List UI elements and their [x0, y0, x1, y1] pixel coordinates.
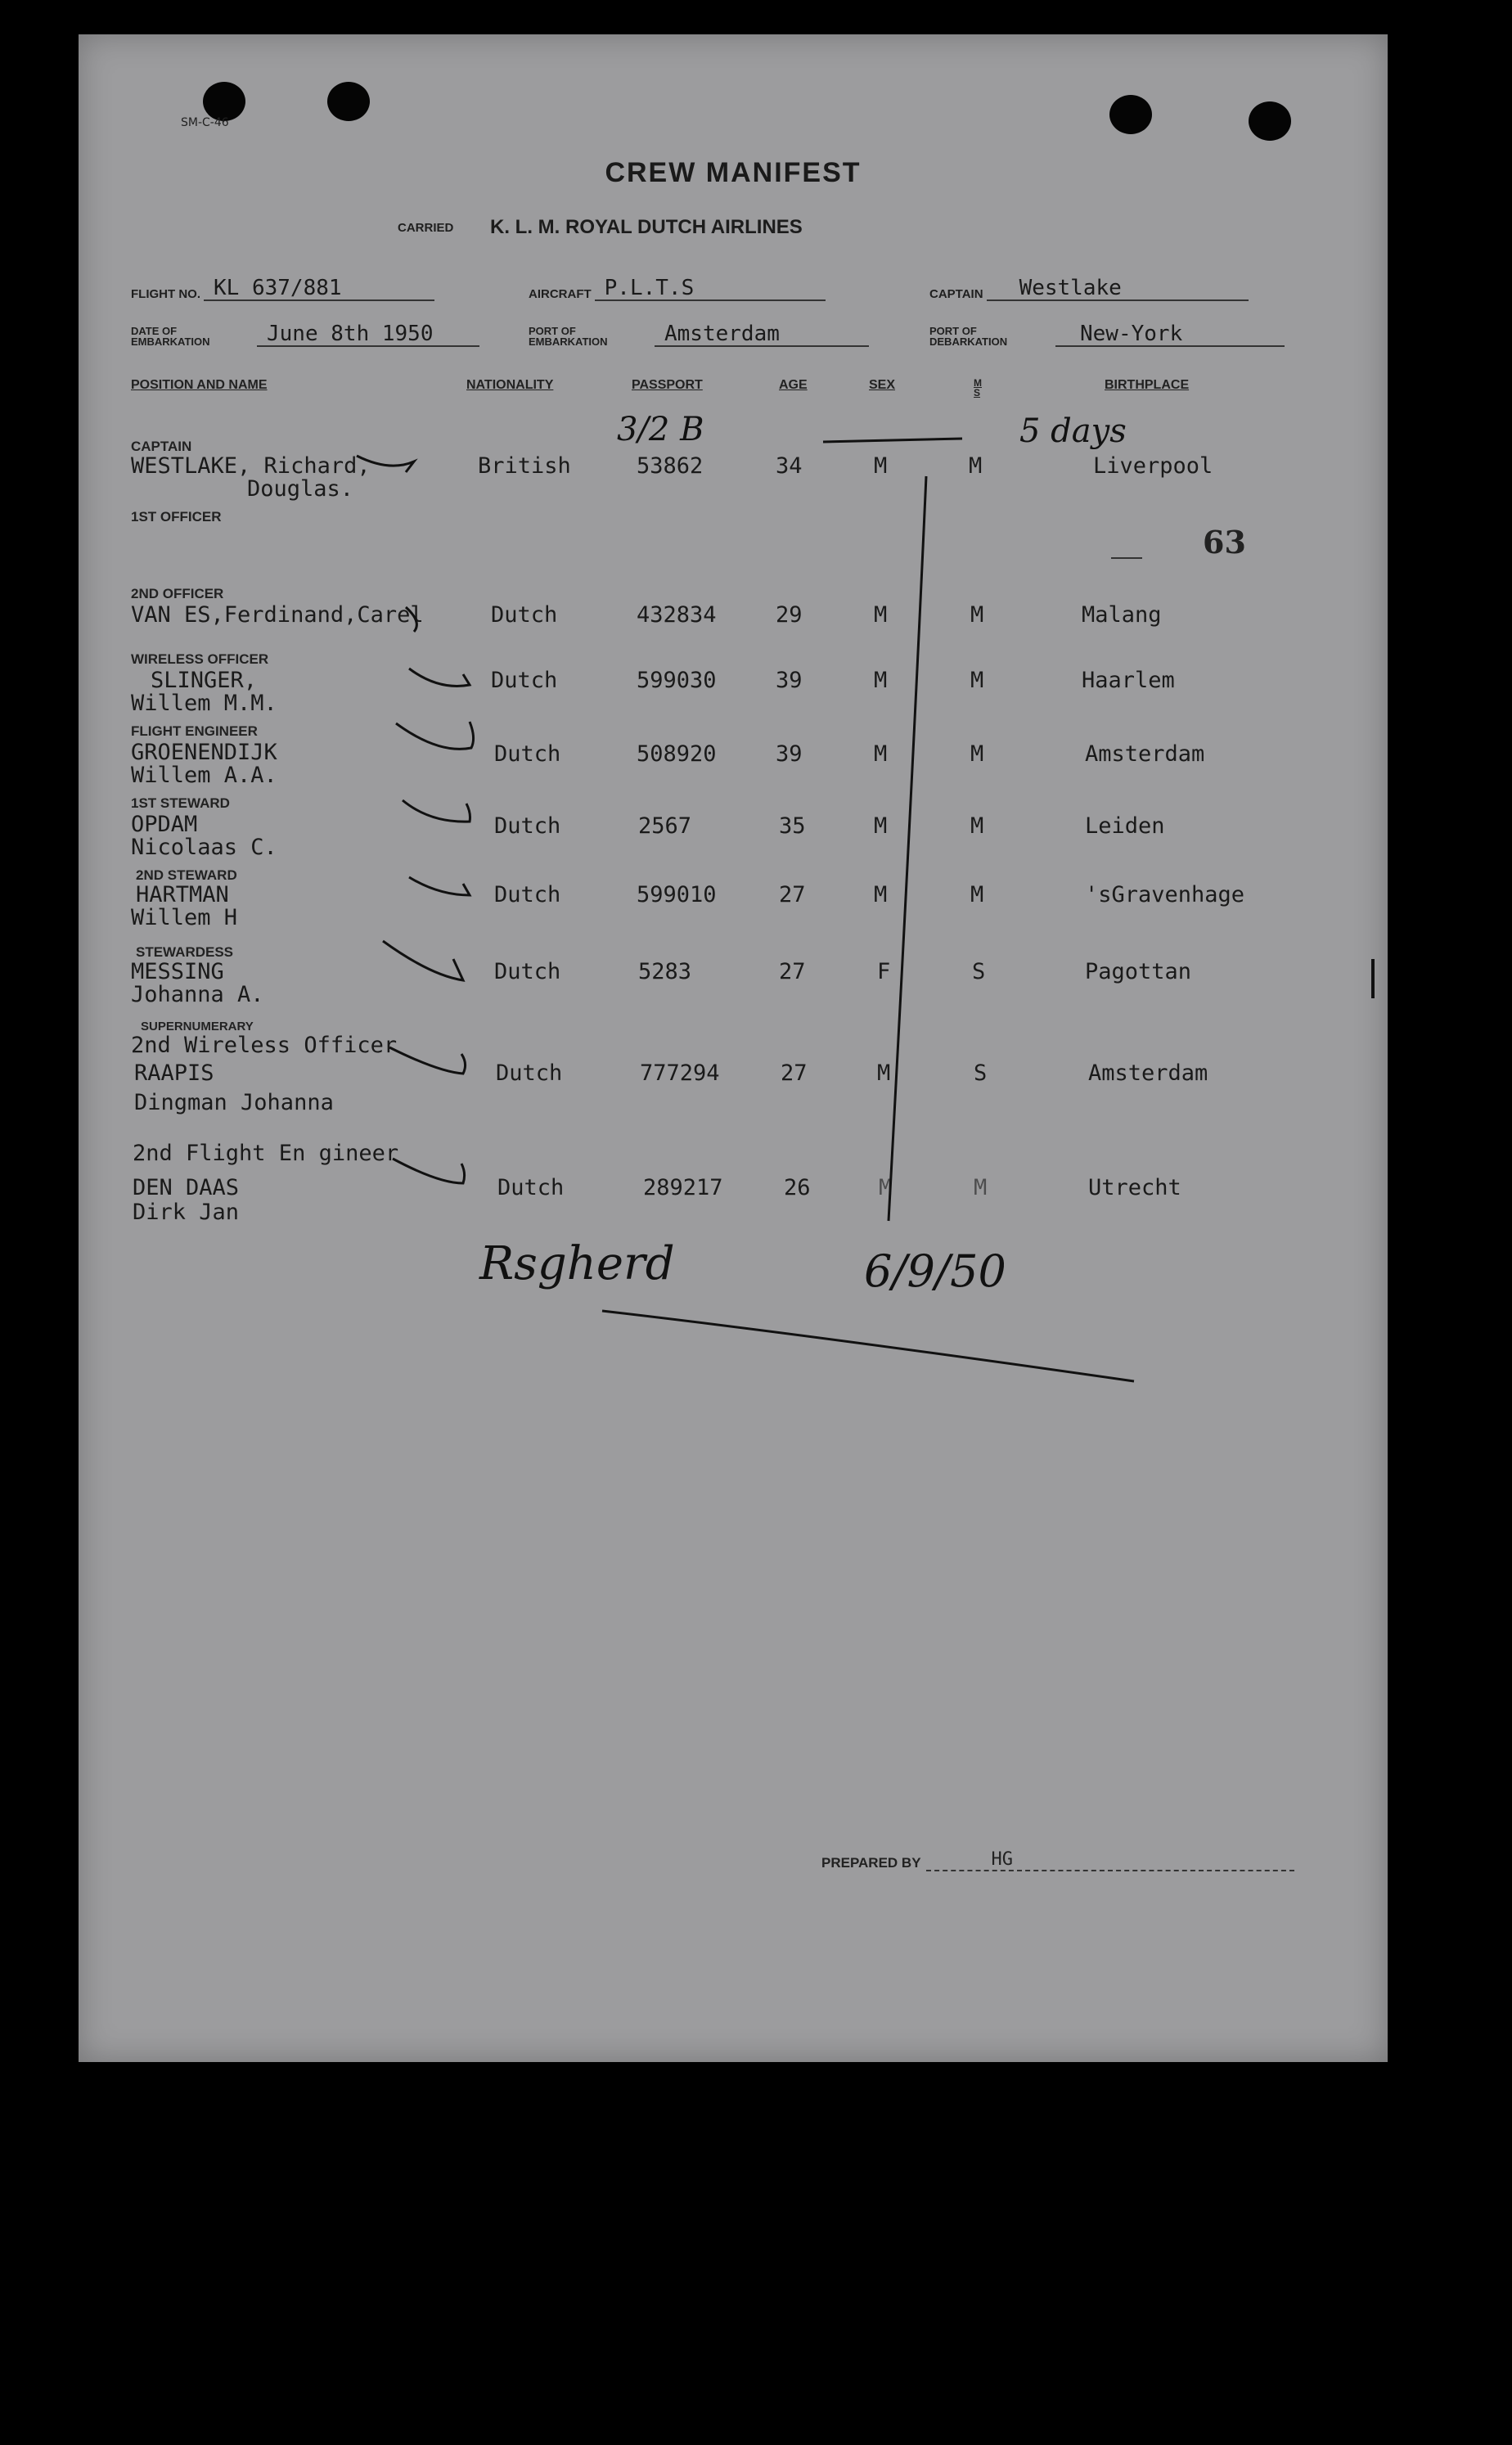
role-label: SUPERNUMERARY: [141, 1020, 254, 1033]
check-mark: [409, 669, 470, 686]
prepared-by-label: PREPARED BY: [821, 1855, 921, 1871]
col-header-marital: M S: [974, 377, 982, 398]
port-embarkation-field: [529, 322, 869, 347]
crew-sex: M: [874, 453, 888, 479]
crew-marital: M: [970, 813, 984, 839]
crew-birthplace: Leiden: [1085, 813, 1165, 839]
port-debarkation-field: [929, 322, 1285, 347]
crew-name-cont: Douglas.: [247, 476, 354, 502]
flight-field: [131, 277, 434, 301]
crew-name-cont: Dingman Johanna: [134, 1090, 334, 1115]
crew-birthplace: Amsterdam: [1085, 741, 1205, 767]
captain-label: CAPTAIN: [929, 287, 983, 301]
check-mark: [403, 800, 470, 822]
crew-sex: F: [877, 959, 891, 984]
crew-sex: M: [877, 1060, 891, 1086]
check-mark: [409, 877, 470, 895]
crew-nationality: Dutch: [497, 1175, 565, 1200]
crew-passport: 2567: [638, 813, 692, 839]
crew-name: OPDAM: [131, 812, 198, 837]
col-header-sex: SEX: [869, 378, 896, 392]
crew-sex: M: [874, 668, 888, 693]
crew-nationality: Dutch: [496, 1060, 563, 1086]
crew-nationality: Dutch: [491, 602, 558, 628]
role-label: CAPTAIN: [131, 439, 192, 454]
date-field: [131, 322, 479, 347]
crew-nationality: Dutch: [494, 813, 561, 839]
check-mark: [396, 722, 474, 749]
manifest-page: [79, 34, 1388, 2062]
crew-name-cont: Johanna A.: [131, 982, 264, 1007]
crew-name: HARTMAN: [136, 882, 229, 907]
crew-passport: 508920: [637, 741, 717, 767]
crew-marital: S: [974, 1060, 988, 1086]
col-header-nationality: NATIONALITY: [466, 378, 554, 392]
crew-name-cont: Nicolaas C.: [131, 835, 277, 860]
crew-nationality: British: [478, 453, 571, 479]
role-label: FLIGHT ENGINEER: [131, 723, 258, 739]
crew-age: 39: [776, 668, 803, 693]
check-mark: [383, 941, 463, 980]
crew-name-cont: Willem M.M.: [131, 691, 277, 716]
crew-name: SLINGER,: [151, 668, 258, 693]
crew-age: 39: [776, 741, 803, 767]
date-label: DATE OF EMBARKATION: [131, 325, 210, 348]
prepared-by: [821, 1849, 1294, 1871]
captain-value: Westlake: [987, 277, 1249, 301]
flight-label: FLIGHT NO.: [131, 287, 200, 301]
crew-sex: M: [874, 741, 888, 767]
handwritten-note: 3/2 B: [617, 411, 704, 448]
port-debarkation-value: New-York: [1055, 322, 1285, 347]
date-value: June 8th 1950: [257, 322, 479, 347]
role-label: 1ST STEWARD: [131, 795, 230, 811]
crew-age: 29: [776, 602, 803, 628]
crew-passport: 53862: [637, 453, 704, 479]
crew-age: 27: [781, 1060, 808, 1086]
crew-passport: 5283: [638, 959, 692, 984]
crew-sex: M: [874, 813, 888, 839]
crew-nationality: Dutch: [491, 668, 558, 693]
punch-hole: [327, 82, 370, 121]
flight-value: KL 637/881: [204, 277, 434, 301]
crew-name-cont: RAAPIS: [134, 1060, 214, 1086]
carrier-row: [398, 216, 803, 239]
crew-age: 26: [784, 1175, 811, 1200]
crew-name-cont: DEN DAAS: [133, 1175, 240, 1200]
crew-name-cont: Dirk Jan: [133, 1200, 240, 1225]
role-label: 1ST OFFICER: [131, 509, 222, 525]
crew-birthplace: Malang: [1082, 602, 1162, 628]
crew-nationality: Dutch: [494, 959, 561, 984]
col-header-position: POSITION AND NAME: [131, 378, 268, 392]
form-code: SM-C-46: [181, 116, 229, 129]
port-embarkation-value: Amsterdam: [655, 322, 869, 347]
port-debarkation-label: PORT OF DEBARKATION: [929, 325, 1008, 348]
page-number: 63: [1203, 524, 1246, 561]
crew-name: 2nd Wireless Officer: [131, 1033, 398, 1058]
carrier-name: K. L. M. ROYAL DUTCH AIRLINES: [490, 216, 803, 238]
crew-age: 35: [779, 813, 806, 839]
crew-age: 34: [776, 453, 803, 479]
crew-marital: M: [974, 1175, 988, 1200]
crew-passport: 289217: [643, 1175, 723, 1200]
port-embarkation-label: PORT OF EMBARKATION: [529, 325, 608, 348]
aircraft-label: AIRCRAFT: [529, 287, 592, 301]
crew-marital: M: [969, 453, 983, 479]
crew-marital: M: [970, 668, 984, 693]
role-label: 2ND OFFICER: [131, 586, 224, 601]
crew-birthplace: Pagottan: [1085, 959, 1192, 984]
signature-date: 6/9/50: [864, 1245, 1006, 1297]
crew-age: 27: [779, 959, 806, 984]
prepared-by-value: HG: [926, 1849, 1294, 1871]
edge-mark: [1371, 959, 1375, 998]
handwritten-note-days: 5 days: [1019, 412, 1127, 450]
crew-name-cont: Willem H: [131, 905, 238, 930]
carrier-label: CARRIED: [398, 221, 454, 236]
punch-hole: [1109, 95, 1152, 134]
crew-marital: M: [970, 602, 984, 628]
aircraft-value: P.L.T.S: [595, 277, 826, 301]
punch-hole: [1249, 101, 1291, 141]
crew-marital: M: [970, 882, 984, 907]
crew-name: 2nd Flight En gineer: [133, 1141, 399, 1166]
crew-nationality: Dutch: [494, 741, 561, 767]
ink-dash: [823, 439, 962, 442]
crew-birthplace: Haarlem: [1082, 668, 1175, 693]
signature: Rsgherd: [479, 1237, 675, 1290]
crew-name: GROENENDIJK: [131, 740, 277, 765]
crew-birthplace: Amsterdam: [1088, 1060, 1208, 1086]
signature-underline: [602, 1311, 1134, 1381]
crew-sex: M: [879, 1175, 893, 1200]
captain-field: [929, 277, 1249, 301]
crew-nationality: Dutch: [494, 882, 561, 907]
role-label: WIRELESS OFFICER: [131, 651, 269, 667]
crew-age: 27: [779, 882, 806, 907]
crew-name: WESTLAKE, Richard,: [131, 453, 371, 479]
crew-passport: 777294: [640, 1060, 720, 1086]
role-label: STEWARDESS: [136, 944, 234, 960]
crew-passport: 599010: [637, 882, 717, 907]
crew-passport: 432834: [637, 602, 717, 628]
crew-name: VAN ES,Ferdinand,Carel: [131, 602, 424, 628]
role-label: 2ND STEWARD: [136, 867, 237, 883]
crew-birthplace: Utrecht: [1088, 1175, 1181, 1200]
crew-name: MESSING: [131, 959, 224, 984]
col-header-passport: PASSPORT: [632, 378, 703, 392]
check-mark: [393, 1159, 465, 1183]
punch-hole: [203, 82, 245, 121]
check-mark: [389, 1047, 466, 1074]
col-header-birthplace: BIRTHPLACE: [1105, 378, 1190, 392]
document-title: CREW MANIFEST: [605, 157, 862, 188]
crew-name-cont: Willem A.A.: [131, 763, 277, 788]
ditto-line: [889, 476, 926, 1221]
col-header-age: AGE: [779, 378, 808, 392]
crew-passport: 599030: [637, 668, 717, 693]
crew-marital: M: [970, 741, 984, 767]
crew-sex: M: [874, 882, 888, 907]
aircraft-field: [529, 277, 826, 301]
crew-marital: S: [972, 959, 986, 984]
crew-birthplace: 'sGravenhage: [1085, 882, 1245, 907]
crew-birthplace: Liverpool: [1093, 453, 1213, 479]
crew-sex: M: [874, 602, 888, 628]
